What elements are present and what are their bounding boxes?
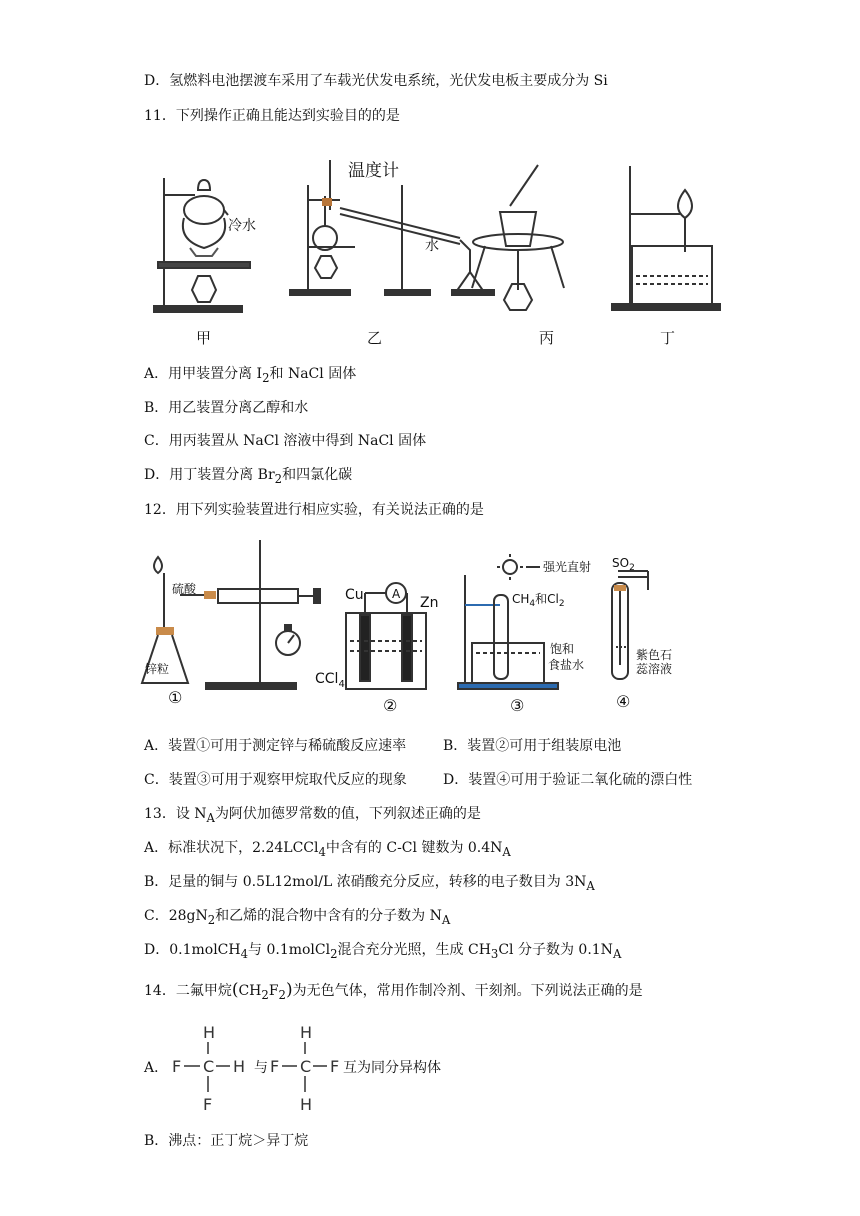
label-litmus-1: 紫色石: [636, 648, 673, 662]
caption-jia: 甲: [196, 329, 212, 347]
q12-option-b: B．装置②可用于组装原电池: [443, 738, 622, 754]
q12-option-d: D．装置④可用于验证二氧化硫的漂白性: [443, 772, 693, 788]
caption-yi: 乙: [367, 329, 383, 347]
q11-stem: 11．下列操作正确且能达到实验目的的是: [144, 108, 400, 124]
q13-option-a: A．标准状况下，2.24LCCl$_4$中含有的 C-Cl 键数为 $0.4N_A$: [144, 840, 511, 859]
atom-f-bottom-1: F: [203, 1095, 213, 1114]
q12-stem: 12．用下列实验装置进行相应实验，有关说法正确的是: [144, 502, 484, 518]
q10-option-d: D．氢燃料电池摆渡车采用了车载光伏发电系统，光伏发电板主要成分为 Si: [144, 73, 608, 89]
q13-stem: 13．设 $N_A$为阿伏加德罗常数的值，下列叙述正确的是: [144, 806, 481, 825]
label-num-1: ①: [168, 688, 183, 707]
apparatus-3: [458, 554, 558, 689]
label-brine-2: 食盐水: [548, 658, 585, 672]
atom-h-top-2: H: [300, 1023, 313, 1042]
q13-option-d: D．0.1molCH$_4$与 0.1molCl$_2$混合充分光照，生成 $CH_3Cl$ 分子数为 $0.1N_A$: [144, 942, 622, 961]
atom-f-left-1: F: [172, 1057, 182, 1076]
q14-option-a-label: A．: [144, 1060, 169, 1076]
label-ch4-cl2: $CH_4$和$Cl_2$: [512, 592, 565, 609]
q11-option-a: A．用甲装置分离 $I_2$和 NaCl 固体: [144, 366, 357, 385]
label-num-4: ④: [616, 692, 631, 711]
q12-option-c: C．装置③可用于观察甲烷取代反应的现象: [144, 772, 407, 788]
label-thermometer: 温度计: [348, 161, 399, 181]
atom-c-2: C: [300, 1057, 312, 1076]
atom-f-right-2: F: [330, 1057, 340, 1076]
label-strong-light: 强光直射: [543, 560, 592, 574]
q12-option-a: A．装置①可用于测定锌与稀硫酸反应速率: [144, 738, 407, 754]
q13-option-c: C．$28gN_2$和乙烯的混合物中含有的分子数为 $N_A$: [144, 908, 451, 927]
atom-c-1: C: [203, 1057, 215, 1076]
q11-option-d: D．用丁装置分离 $Br_2$和四氯化碳: [144, 467, 353, 486]
label-brine-1: 饱和: [550, 642, 575, 656]
atom-h-bottom-2: H: [300, 1095, 313, 1114]
label-ccl4: CCl$_4$: [315, 671, 345, 690]
q12-apparatus-figure: [140, 535, 700, 715]
label-cold-water: 冷水: [228, 218, 256, 234]
label-ammeter: A: [392, 587, 401, 601]
caption-ding: 丁: [660, 329, 676, 347]
label-zinc-granules: 锌粒: [145, 662, 170, 676]
q11-option-b: B．用乙装置分离乙醇和水: [144, 400, 309, 416]
apparatus-bing: [472, 165, 564, 310]
q14-option-a-mid: 与: [254, 1060, 268, 1076]
label-so2: $SO_2$: [612, 556, 635, 573]
label-litmus-2: 蕊溶液: [636, 662, 673, 676]
atom-h-right-1: H: [233, 1057, 246, 1076]
caption-bing: 丙: [539, 329, 555, 347]
q11-option-c: C．用丙装置从 NaCl 溶液中得到 NaCl 固体: [144, 433, 427, 449]
apparatus-jia: [154, 178, 250, 312]
label-sulfuric-acid: 硫酸: [172, 582, 197, 596]
label-water: 水: [425, 238, 439, 254]
q14-stem: 14．二氟甲烷$(CH_2F_2)$为无色气体，常用作制冷剂、干刻剂。下列说法正确的是: [144, 980, 643, 1002]
q14-option-a-post: 互为同分异构体: [343, 1060, 441, 1076]
atom-h-top-1: H: [203, 1023, 216, 1042]
q14-option-b: B．沸点：正丁烷＞异丁烷: [144, 1133, 309, 1149]
q13-option-b: B．足量的铜与 0.5L12mol/L 浓硝酸充分反应，转移的电子数目为 $3N_A$: [144, 874, 595, 893]
q11-apparatus-figure: [140, 150, 740, 350]
atom-f-left-2: F: [270, 1057, 280, 1076]
label-zn: Zn: [420, 595, 439, 611]
label-num-2: ②: [383, 696, 398, 715]
label-cu: Cu: [345, 587, 364, 603]
label-num-3: ③: [510, 696, 525, 715]
apparatus-ding: [612, 166, 720, 310]
